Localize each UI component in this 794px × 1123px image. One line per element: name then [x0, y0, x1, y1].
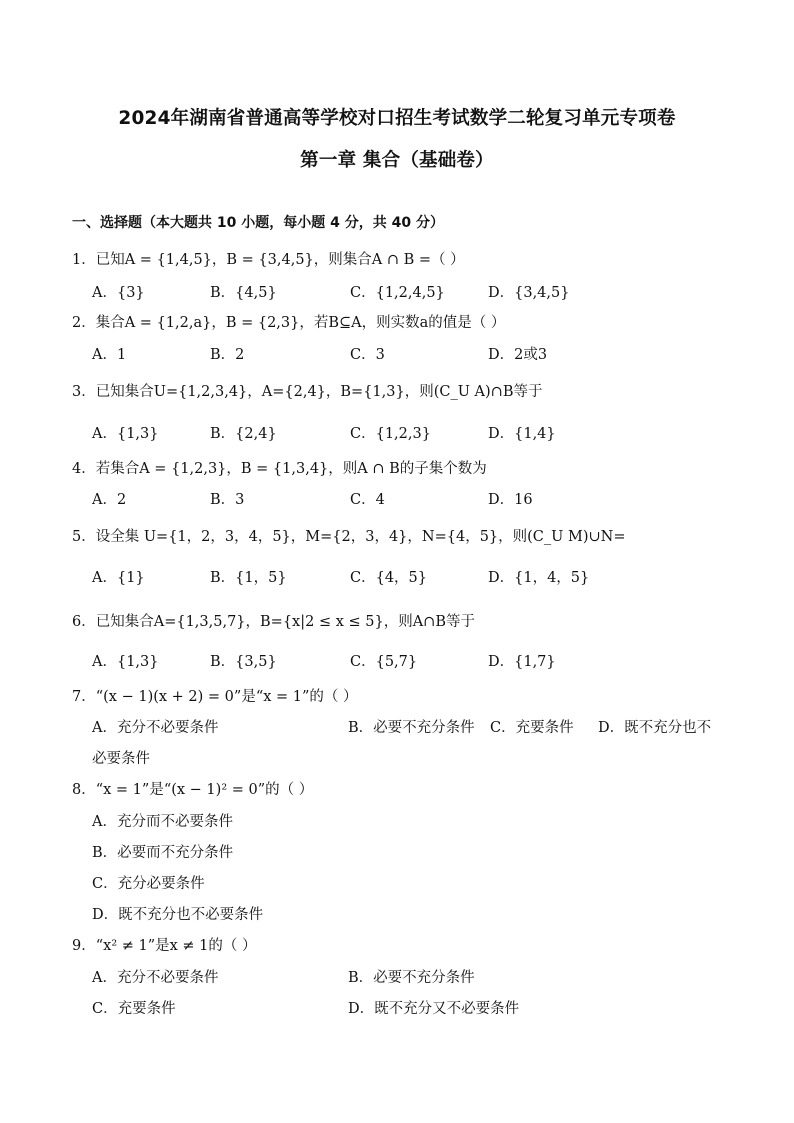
- q4-option-a[interactable]: A．2: [92, 492, 127, 508]
- q5-option-a[interactable]: A．{1}: [92, 570, 145, 586]
- question-3-stem: 3．已知集合U={1,2,3,4}，A={2,4}，B={1,3}，则(C_U A)∩B等于: [72, 384, 543, 400]
- q4-option-c[interactable]: C．4: [350, 492, 385, 508]
- section-heading: 一、选择题（本大题共 10 小题，每小题 4 分，共 40 分）: [72, 215, 444, 231]
- question-6-stem: 6．已知集合A={1,3,5,7}，B={x|2 ≤ x ≤ 5}，则A∩B等于: [72, 614, 475, 630]
- q7-option-a[interactable]: A．充分不必要条件: [92, 720, 219, 736]
- q1-option-d[interactable]: D．{3,4,5}: [488, 285, 570, 301]
- question-9-options-row2: [0, 997, 794, 1019]
- q3-option-c[interactable]: C．{1,2,3}: [350, 426, 431, 442]
- q8-option-d[interactable]: D．既不充分也不必要条件: [92, 907, 264, 923]
- q7-option-d-continued: 必要条件: [92, 751, 150, 767]
- question-7-options-wrap: [0, 747, 794, 769]
- q2-option-b[interactable]: B．2: [210, 347, 245, 363]
- question-2-stem: 2．集合A = {1,2,a}，B = {2,3}，若B⊆A，则实数a的值是（ ）: [72, 315, 506, 331]
- q6-option-d[interactable]: D．{1,7}: [488, 654, 556, 670]
- q6-option-c[interactable]: C．{5,7}: [350, 654, 418, 670]
- q4-option-d[interactable]: D．16: [488, 492, 533, 508]
- question-4-options: [0, 488, 794, 510]
- q8-option-b-row: [0, 841, 794, 863]
- q1-option-b[interactable]: B．{4,5}: [210, 285, 277, 301]
- q3-option-d[interactable]: D．{1,4}: [488, 426, 556, 442]
- page-title: 2024年湖南省普通高等学校对口招生考试数学二轮复习单元专项卷: [118, 108, 676, 129]
- question-5-options: [0, 566, 794, 588]
- question-9-options-row1: [0, 966, 794, 988]
- q4-option-b[interactable]: B．3: [210, 492, 245, 508]
- q8-option-c-row: [0, 872, 794, 894]
- question-8-stem: 8．“x = 1”是“(x − 1)² = 0”的（ ）: [72, 782, 314, 798]
- q6-option-b[interactable]: B．{3,5}: [210, 654, 277, 670]
- q5-option-d[interactable]: D．{1，4，5}: [488, 570, 590, 586]
- question-5-stem: 5．设全集 U={1，2，3，4，5}，M={2，3，4}，N={4，5}，则(C_U M)∪N=: [72, 529, 626, 545]
- question-7-stem: 7．“(x − 1)(x + 2) = 0”是“x = 1”的（ ）: [72, 689, 358, 705]
- question-9-stem: 9．“x² ≠ 1”是x ≠ 1的（ ）: [72, 938, 257, 954]
- q5-option-b[interactable]: B．{1，5}: [210, 570, 287, 586]
- q7-option-c[interactable]: C．充要条件: [490, 720, 574, 736]
- q9-option-b[interactable]: B．必要不充分条件: [348, 970, 475, 986]
- q7-option-b[interactable]: B．必要不充分条件: [348, 720, 475, 736]
- q1-option-a[interactable]: A．{3}: [92, 285, 145, 301]
- q6-option-a[interactable]: A．{1,3}: [92, 654, 159, 670]
- q3-option-b[interactable]: B．{2,4}: [210, 426, 277, 442]
- q5-option-c[interactable]: C．{4，5}: [350, 570, 427, 586]
- q2-option-d[interactable]: D．2或3: [488, 347, 548, 363]
- q8-option-b[interactable]: B．必要而不充分条件: [92, 845, 234, 861]
- q9-option-d[interactable]: D．既不充分又不必要条件: [348, 1001, 520, 1017]
- question-6-options: [0, 650, 794, 672]
- q3-option-a[interactable]: A．{1,3}: [92, 426, 159, 442]
- page-subtitle: 第一章 集合（基础卷）: [300, 150, 494, 171]
- question-7-options: [0, 716, 794, 738]
- question-3-options: [0, 422, 794, 444]
- q9-option-c[interactable]: C．充要条件: [92, 1001, 176, 1017]
- q8-option-c[interactable]: C．充分必要条件: [92, 876, 205, 892]
- question-4-stem: 4．若集合A = {1,2,3}，B = {1,3,4}，则A ∩ B的子集个数为: [72, 461, 487, 477]
- question-1-options: [0, 281, 794, 303]
- q7-option-d[interactable]: D．既不充分也不: [598, 720, 712, 736]
- question-1-stem: 1．已知A = {1,4,5}，B = {3,4,5}，则集合A ∩ B =（ ）: [72, 252, 465, 268]
- q1-option-c[interactable]: C．{1,2,4,5}: [350, 285, 445, 301]
- q8-option-d-row: [0, 903, 794, 925]
- q8-option-a[interactable]: A．充分而不必要条件: [92, 814, 233, 830]
- question-2-options: [0, 343, 794, 365]
- q2-option-c[interactable]: C．3: [350, 347, 385, 363]
- q9-option-a[interactable]: A．充分不必要条件: [92, 970, 219, 986]
- q2-option-a[interactable]: A．1: [92, 347, 127, 363]
- q8-option-a-row: [0, 810, 794, 832]
